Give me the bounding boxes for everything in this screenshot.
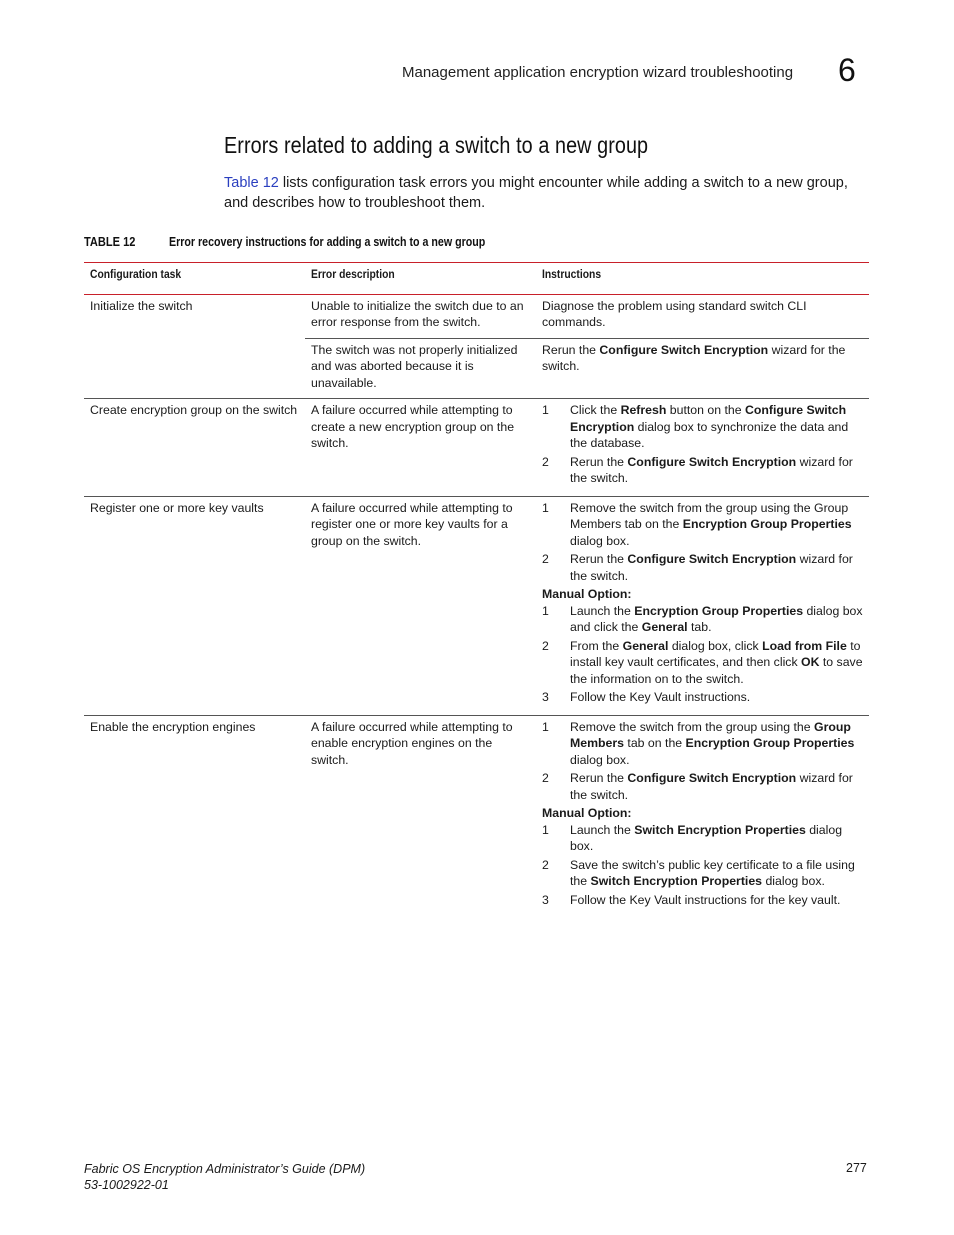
cell-error-description: A failure occurred while attempting to create a new encryption group on the switch. xyxy=(305,399,536,497)
cell-instructions: Rerun the Configure Switch Encryption wizard for the switch. xyxy=(536,338,869,399)
table-12-link[interactable]: Table 12 xyxy=(224,175,279,191)
cell-configuration-task: Enable the encryption engines xyxy=(84,715,305,917)
chapter-number: 6 xyxy=(838,52,856,88)
list-item: 2 Rerun the Configure Switch Encryption wizard for the switch. xyxy=(542,552,853,583)
column-header-instructions: Instructions xyxy=(536,263,869,295)
column-header-configuration-task: Configuration task xyxy=(84,263,305,295)
intro-text: lists configuration task errors you might encounter while adding a switch to a new group, and describes how to troubleshoot them. xyxy=(224,175,848,211)
list-item: 1 Remove the switch from the group using the Group Members tab on the Encryption Group Properties dialog box. xyxy=(542,719,855,767)
running-header-title: Management application encryption wizard troubleshooting xyxy=(402,64,794,81)
footer-doc-title: Fabric OS Encryption Administrator’s Guide (DPM) xyxy=(84,1162,366,1176)
cell-error-description: A failure occurred while attempting to enable encryption engines on the switch. xyxy=(305,715,536,917)
intro-paragraph xyxy=(224,173,874,213)
table-row xyxy=(84,399,869,497)
cell-error-description: Unable to initialize the switch due to an error response from the switch. xyxy=(311,298,524,329)
list-item: 2 From the General dialog box, click Load from File to install key vault certificates, and then click OK to save the information on to the switch. xyxy=(542,638,863,686)
page-number: 277 xyxy=(846,1161,867,1175)
footer-doc-number: 53-1002922-01 xyxy=(84,1178,169,1192)
error-recovery-table xyxy=(84,262,869,917)
table-row xyxy=(84,496,869,715)
instruction-steps xyxy=(542,500,863,585)
section-title: Errors related to adding a switch to a new group xyxy=(224,132,649,158)
manual-option-label: Manual Option: xyxy=(542,587,632,601)
cell-instructions: Diagnose the problem using standard switch CLI commands. xyxy=(542,298,807,329)
list-item: 2 Save the switch’s public key certificate to a file using the Switch Encryption Properties dialog box. xyxy=(542,857,855,888)
column-header-error-description: Error description xyxy=(305,263,536,295)
list-item: 1 Remove the switch from the group using the Group Members tab on the Encryption Group Properties dialog box. xyxy=(542,500,852,548)
cell-configuration-task: Create encryption group on the switch xyxy=(84,399,305,497)
cell-error-description: The switch was not properly initialized and was aborted because it is unavailable. xyxy=(305,338,536,399)
table-caption xyxy=(84,234,884,249)
table-row xyxy=(84,715,869,917)
list-item: 1 Launch the Encryption Group Properties dialog box and click the General tab. xyxy=(542,603,863,634)
table-caption-text: Error recovery instructions for adding a switch to a new group xyxy=(169,234,486,249)
instruction-steps xyxy=(542,719,863,804)
table-tag: TABLE 12 xyxy=(84,234,136,249)
list-item: 3 Follow the Key Vault instructions. xyxy=(542,690,751,704)
cell-instructions xyxy=(536,715,869,917)
list-item: 2 Rerun the Configure Switch Encryption wizard for the switch. xyxy=(542,771,853,802)
list-item: 1 Launch the Switch Encryption Properties dialog box. xyxy=(542,822,843,853)
instruction-steps xyxy=(542,402,863,487)
list-item: 1 Click the Refresh button on the Configure Switch Encryption dialog box to synchronize the data and the database. xyxy=(542,403,849,450)
manual-option-label: Manual Option: xyxy=(542,806,632,820)
table-row xyxy=(84,294,869,338)
cell-instructions xyxy=(536,399,869,497)
ui-label: Configure Switch Encryption xyxy=(599,342,769,357)
manual-steps xyxy=(542,822,863,909)
list-item: 3 Follow the Key Vault instructions for the key vault. xyxy=(542,892,841,907)
footer-document-info xyxy=(84,1161,365,1193)
cell-configuration-task: Initialize the switch xyxy=(90,298,193,313)
manual-steps xyxy=(542,603,863,706)
cell-configuration-task: Register one or more key vaults xyxy=(84,496,305,715)
cell-error-description: A failure occurred while attempting to register one or more key vaults for a group on the switch. xyxy=(305,496,536,715)
table-header-row xyxy=(84,263,869,295)
list-item: 2 Rerun the Configure Switch Encryption wizard for the switch. xyxy=(542,454,853,485)
cell-instructions xyxy=(536,496,869,715)
